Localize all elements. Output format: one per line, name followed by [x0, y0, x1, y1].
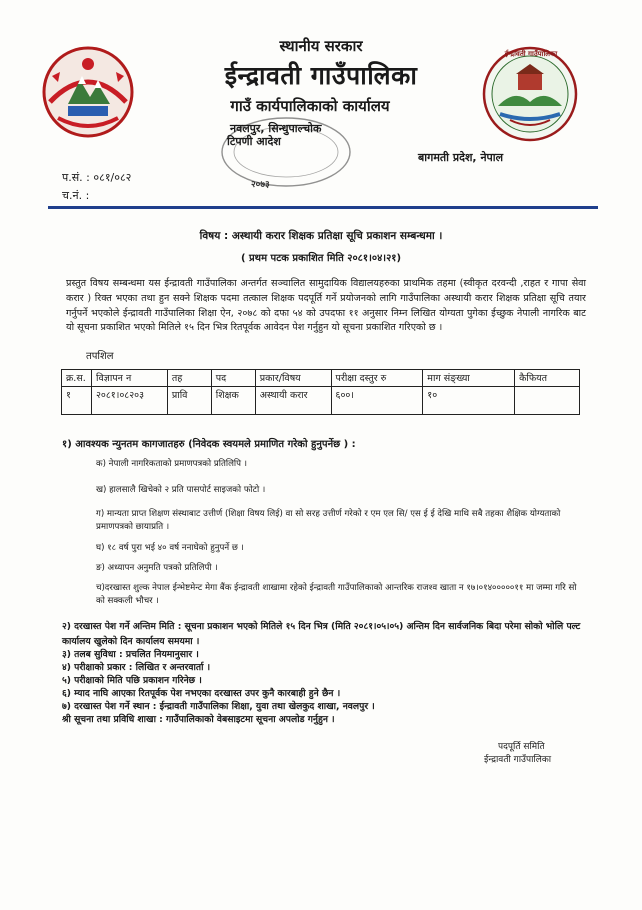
column-header: विज्ञापन न [91, 370, 167, 387]
late-application-section: ६) म्याद नाघि आएका रितपूर्वक पेश नभएका दरखास्त उपर कुनै कारबाही हुने छैन । [62, 688, 341, 699]
municipality-name: ईन्द्रावती गाउँपालिका [224, 61, 418, 90]
signature-municipality: ईन्द्रावती गाउँपालिका [484, 755, 552, 765]
address-line-2: टिपणी आदेश [227, 135, 281, 148]
table-cell: १ [62, 387, 92, 415]
document-item: ग) मान्यता प्राप्त शिक्षण संस्थाबाट उत्तीर्ण (शिक्षा विषय लिई) वा सो सरह उत्तीर्ण गरेको र एम एल सि/ एस ई ई देखि माथि सबै तहका शैक्षिक योग्यताको प्रमाणपत्रको छायाप्रति । [96, 509, 561, 532]
table-cell: प्रावि [167, 387, 211, 415]
column-header: परीक्षा दस्तुर रु [331, 370, 423, 387]
salary-section: ३) तलब सुविधा : प्रचलित नियमानुसार । [62, 649, 199, 660]
dispatch-number: च.नं. : [62, 189, 90, 202]
exam-type-section: ४) परीक्षाको प्रकार : लिखित र अन्तरवार्ता । [62, 662, 211, 673]
submission-place-section: ७) दरखास्त पेश गर्ने स्थान : ईन्द्रावती गाउँपालिका शिक्षा, युवा तथा खेलकुद शाखा, नवलपुर । [62, 701, 375, 712]
address-line-1: नवलपुर, सिन्धुपाल्चोक [230, 122, 322, 135]
details-label: तपशिल [86, 351, 114, 362]
document-item: ख) हालसालै खिचेको २ प्रति पासपोर्ट साइजको फोटो । [96, 485, 266, 495]
government-level: स्थानीय सरकार [279, 37, 363, 55]
column-header: माग संङ्ख्या [423, 370, 515, 387]
website-upload-section: श्री सूचना तथा प्रविधि शाखा : गाउँपालिकाको वेबसाइटमा सूचना अपलोड गर्नुहुन । [62, 714, 335, 725]
document-item: ङ) अध्यापन अनुमति पत्रको प्रतिलिपी । [96, 563, 218, 573]
province-label: बागमती प्रदेश, नेपाल [418, 151, 504, 164]
stamp-year: २०७३ [251, 180, 270, 190]
table-cell: अस्थायी करार [255, 387, 331, 415]
column-header: तह [167, 370, 211, 387]
table-cell: २०८१।०८२०३ [91, 387, 167, 415]
documents-heading: १) आवश्यक न्युनतम कागजातहरु (निवेदक स्वयमले प्रमाणित गरेको हुनुपर्नेछ ) : [62, 439, 356, 450]
table-cell: शिक्षक [211, 387, 255, 415]
column-header: प्रकार/विषय [255, 370, 331, 387]
header-divider [48, 206, 598, 209]
deadline-section: २) दरखास्त पेश गर्ने अन्तिम मिति : सूचना प्रकाशन भएको मितिले १५ दिन भित्र (मिति २०८१।०५।०५) अन्तिम दिन सार्वजनिक बिदा परेमा सोको भोलि पल्ट कार्यालय खुलेको दिन कार्यालय समयमा । [62, 621, 581, 647]
column-header: पद [211, 370, 255, 387]
document-item: क) नेपाली नागरिकताको प्रमाणपत्रको प्रतिलिपि । [96, 459, 248, 469]
nepal-emblem-logo [38, 42, 138, 142]
office-name: गाउँ कार्यपालिकाको कार्यालय [230, 97, 390, 115]
signature-committee: पदपूर्ति समिति [498, 742, 545, 752]
subject-title: विषय : अस्थायी करार शिक्षक प्रतिक्षा सूचि प्रकाशन सम्बन्धमा । [199, 230, 443, 242]
exam-date-section: ५) परीक्षाको मिति पछि प्रकाशन गरिनेछ । [62, 675, 202, 686]
table-cell [515, 387, 580, 415]
reference-number: प.सं. : ०८१/०८२ [62, 171, 132, 184]
document-item: घ) १८ वर्ष पुरा भई ४० वर्ष ननाघेको हुनुपर्ने छ । [96, 543, 244, 553]
document-item: च)दरखास्त शुल्क नेपाल ईन्भेष्टमेन्ट मेगा बैंक ईन्द्रावती शाखामा रहेको ईन्द्रावती गाउँपालिकाको आन्तरिक राजश्व खाता न १७।०१४०००००११ मा जम्मा गरि सो को सक्कली भौचर । [96, 583, 577, 606]
municipality-logo-text: ईन्द्रावती गाउँपालिका [504, 50, 558, 58]
table-header-row [62, 370, 580, 387]
column-header: क्र.स. [62, 370, 92, 387]
notice-paragraph: प्रस्तुत विषय सम्बन्धमा यस ईन्द्रावती गाउँपालिका अन्तर्गत सञ्चालित सामुदायिक विद्यालयहरुका प्राथमिक तहमा (स्वीकृत दरवन्दी ,राहत र गापा सेवा करार ) रिक्त भएका तथा हुन सक्ने शिक्षक पदमा तत्काल शिक्षक पदपूर्ति गर्ने प्रयोजनको लागि गाउँपालिका अस्थायी करार शिक्षक प्रतिक्षा सूचि तयार गर्नुपर्ने भएकोले ईन्द्रावती गाउँपालिका शिक्षा ऐन, २०७८ को दफा ५४ को उपदफा ११ अनुसार निम्न लिखित योग्यता पुगेका ईच्छुक नेपाली नागरिक बाट यो सूचना प्रकाशित भएको मितिले १५ दिन भित्र रितपूर्वक आवेदन पेश गर्नुहुन यो सूचना प्रकाशित गरिएको छ । [66, 278, 586, 334]
column-header: कैफियत [515, 370, 580, 387]
publication-date: ( प्रथम पटक प्रकाशित मिति २०८१।०४।२१) [240, 253, 402, 264]
table-cell: ६००। [331, 387, 423, 415]
table-row [62, 387, 580, 415]
table-cell: १० [423, 387, 515, 415]
vacancy-table [61, 369, 580, 415]
